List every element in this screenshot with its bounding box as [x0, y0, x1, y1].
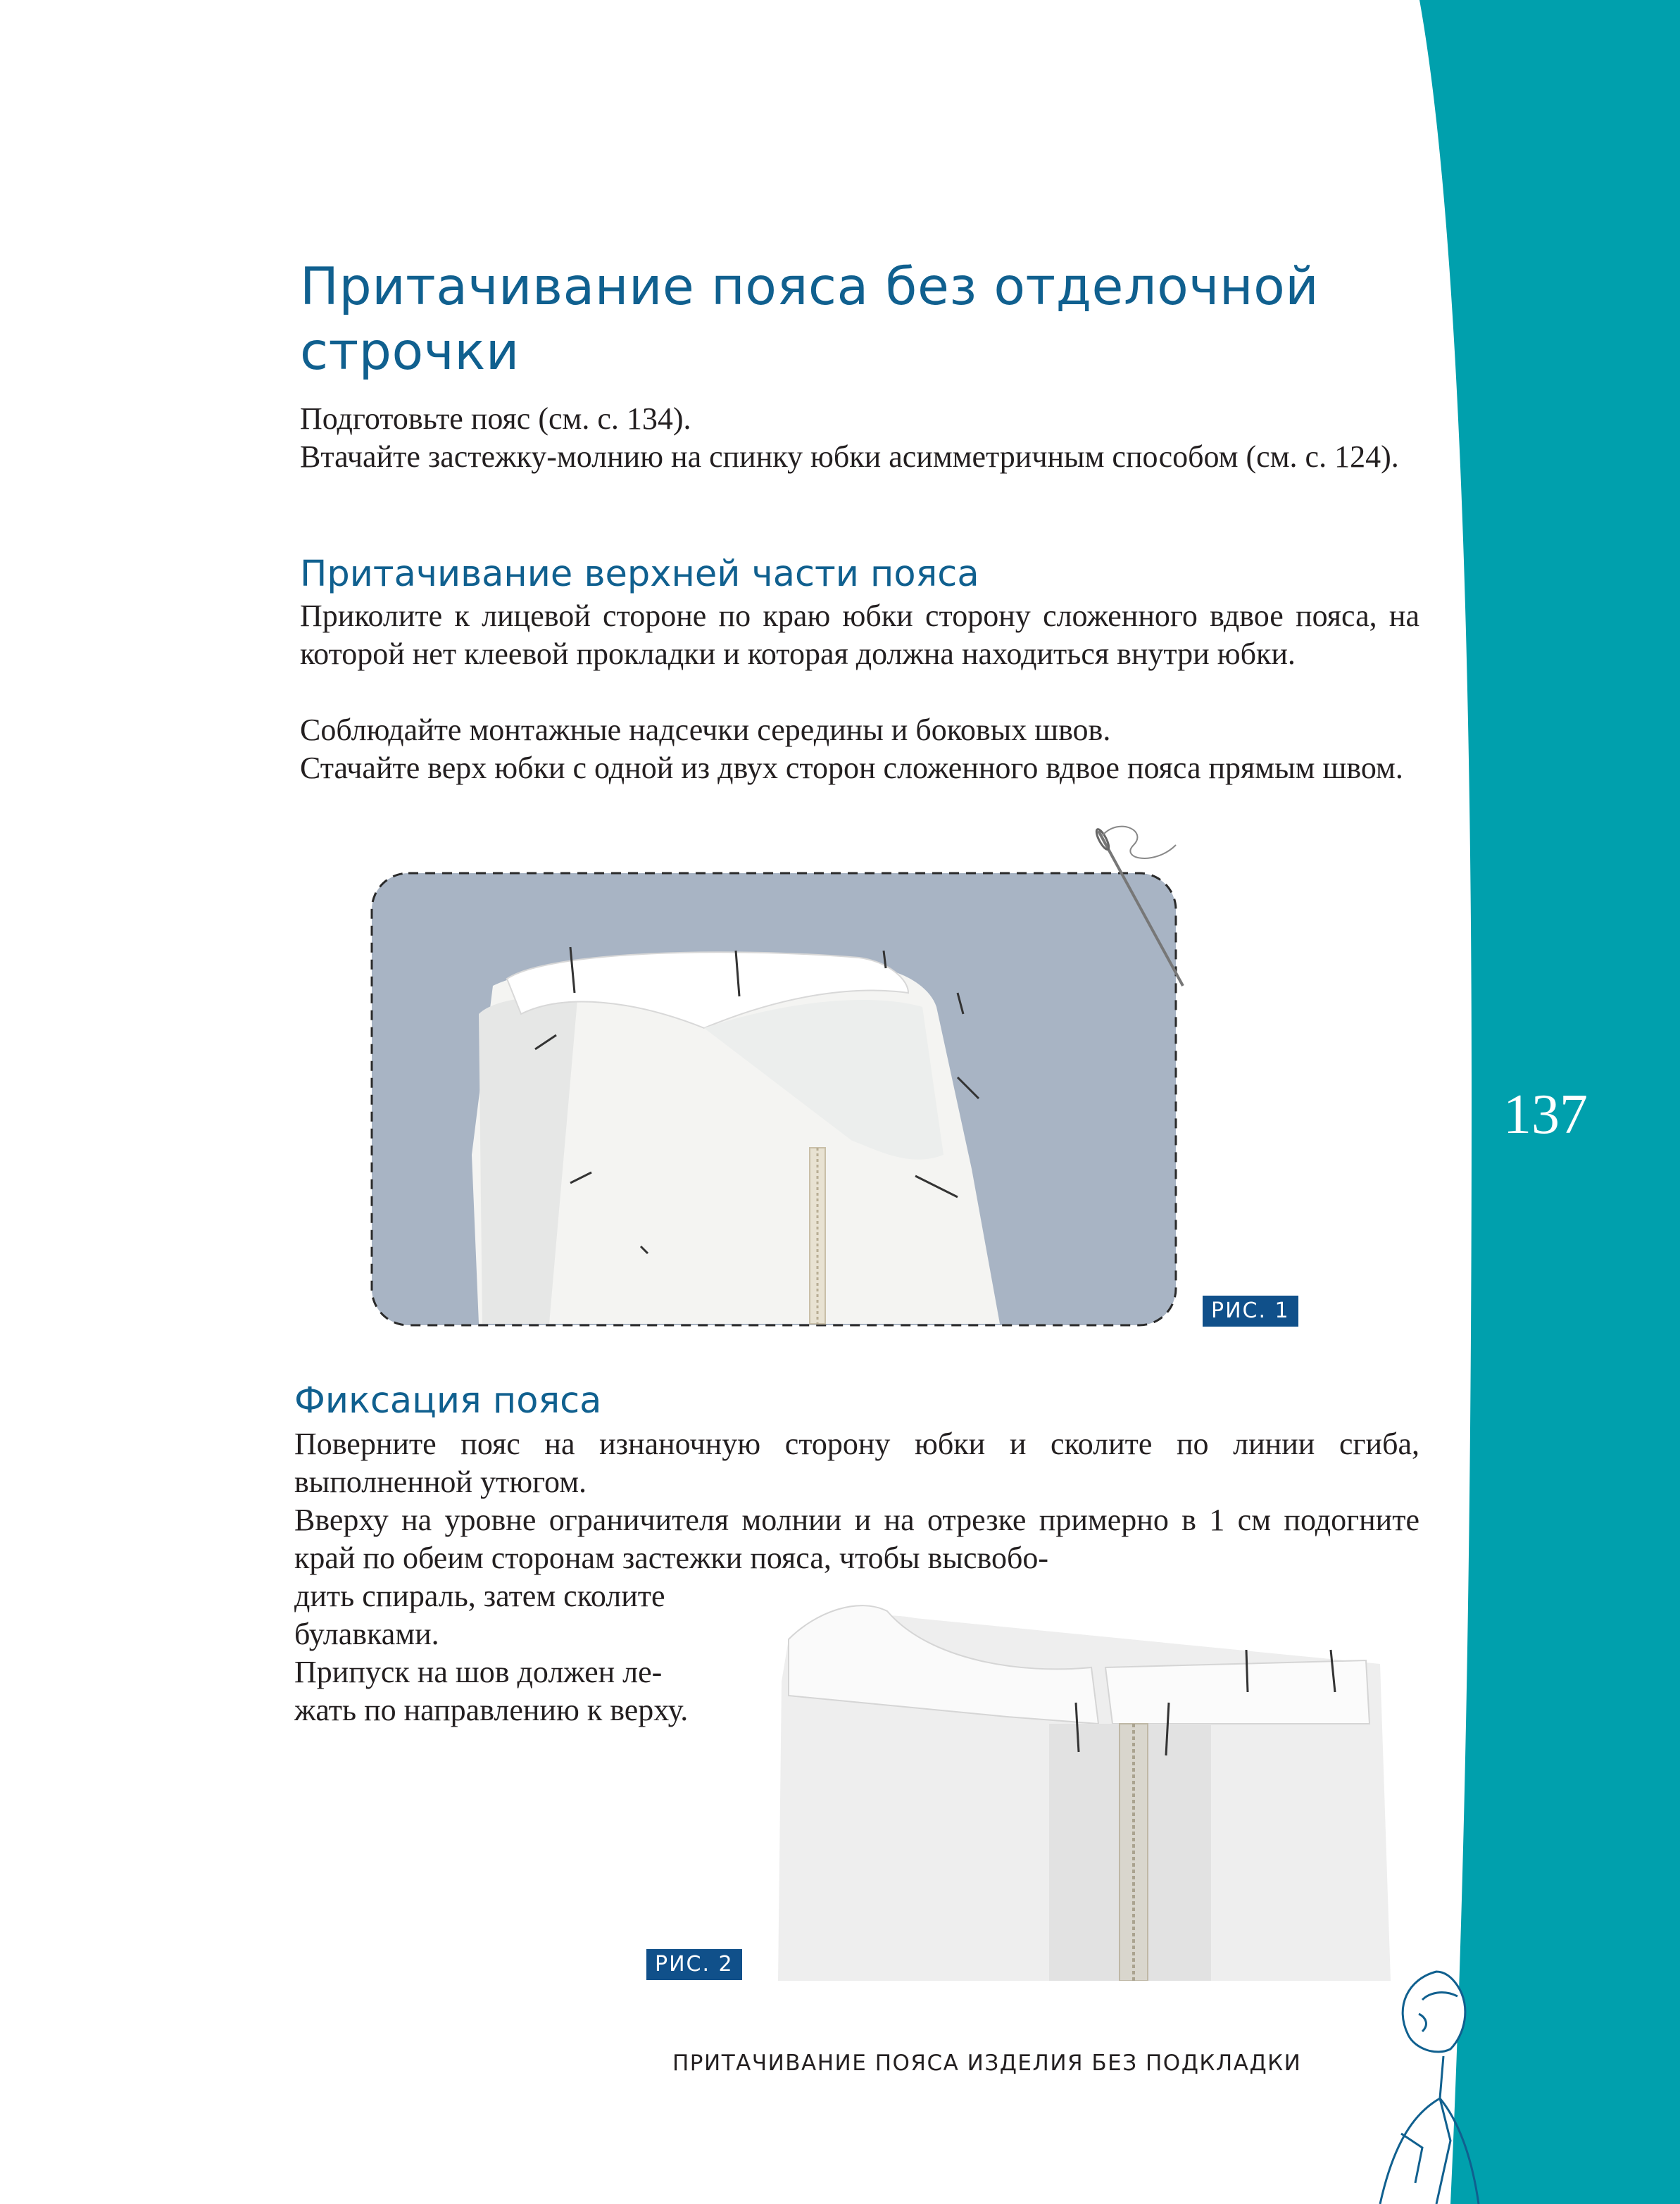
- woman-illustration: [1352, 1958, 1549, 2204]
- section2-paragraph-2b: дить спираль, затем сколите: [294, 1579, 665, 1613]
- intro-paragraph-1: Подготовьте пояс (см. с. 134).: [300, 401, 691, 436]
- running-footer: ПРИТАЧИВАНИЕ ПОЯСА ИЗДЕЛИЯ БЕЗ ПОДКЛАДКИ: [672, 2050, 1302, 2076]
- section2-paragraph-1: Поверните пояс на изнаночную сторону юбки и сколите по линии сгиба, выполненной утюгом.: [294, 1427, 1419, 1499]
- section2-paragraph-3: Припуск на шов должен ле-: [294, 1655, 663, 1689]
- section1-paragraph-1: Приколите к лицевой стороне по краю юбки сторону сложенного вдвое пояса, на которой нет клеевой прокладки и которая должна находиться внутри юбки.: [300, 599, 1419, 671]
- figure2-photo: [775, 1597, 1394, 1981]
- page-number: 137: [1503, 1084, 1588, 1146]
- section2-paragraph-3b: жать по направлению к верху.: [294, 1693, 689, 1727]
- figure2-label: РИС. 2: [646, 1949, 742, 1980]
- figure1-photo: [366, 817, 1197, 1338]
- intro-paragraph-2: Втачайте застежку-молнию на спинку юбки асимметричным способом (см. с. 124).: [300, 439, 1399, 474]
- section2-paragraph-2c: булавками.: [294, 1617, 439, 1651]
- section2-paragraph-2: Вверху на уровне ограничителя молнии и на отрезке примерно в 1 см подогните край по обеим сторонам застежки пояса, чтобы высвобо-: [294, 1503, 1419, 1575]
- section2-heading: Фиксация пояса: [294, 1380, 602, 1422]
- section1-paragraph-3: Стачайте верх юбки с одной из двух сторон сложенного вдвое пояса прямым швом.: [300, 751, 1403, 785]
- section1-paragraph-2: Соблюдайте монтажные надсечки середины и боковых швов.: [300, 713, 1111, 747]
- figure1-label: РИС. 1: [1203, 1296, 1298, 1327]
- page-title: Притачивание пояса без отделочной строчки: [300, 257, 1319, 382]
- section1-heading: Притачивание верхней части пояса: [300, 553, 979, 595]
